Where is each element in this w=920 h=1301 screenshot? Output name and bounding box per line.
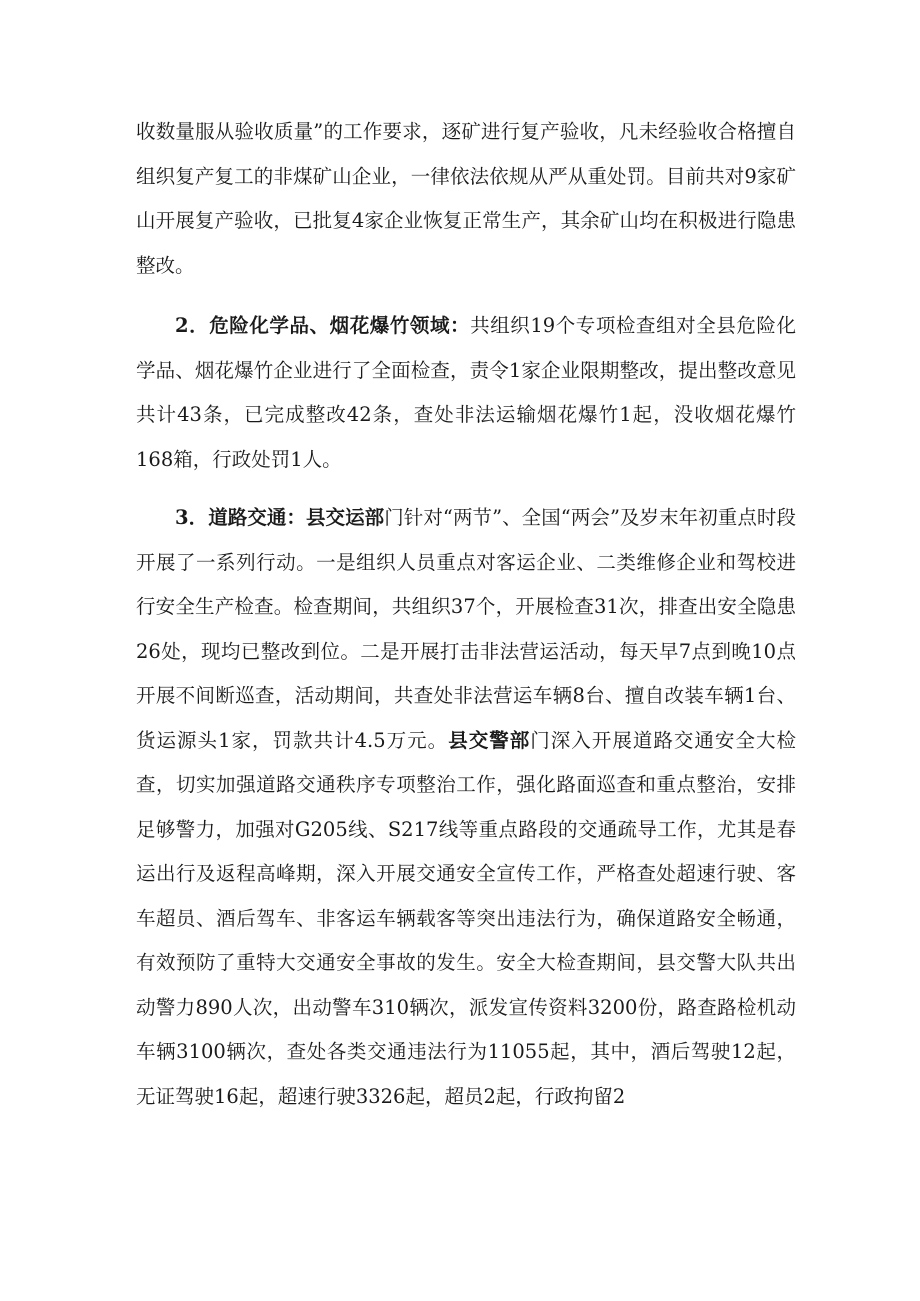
paragraph-mine-acceptance: [136, 110, 796, 288]
section-heading-road-traffic: 3．道路交通：: [175, 506, 306, 529]
section-heading-hazardous-chemicals: 2．危险化学品、烟花爆竹领域：: [175, 314, 471, 337]
document-body: [136, 110, 796, 1133]
paragraph-text: 共组织19个专项检查组对全县危险化学品、烟花爆竹企业进行了全面检查，责令1家企业限期整改，提出整改意见共计43条，已完成整改42条，查处非法运输烟花爆竹1起，没收烟花爆竹168箱，行政处罚1人。: [136, 314, 796, 471]
department-traffic-police-label: 县交警部: [448, 728, 531, 752]
paragraph-text: 门针对“两节”、全国“两会”及岁末年初重点时段开展了一系列行动。一是组织人员重点对客运企业、二类维修企业和驾校进行安全生产检查。检查期间，共组织37个，开展检查31次，排查出安全隐患26处，现均已整改到位。二是开展打击非法营运活动，每天早7点到晚10点开展不间断巡查，活动期间，共查处非法营运车辆8台、擅自改装车辆1台、货运源头1家，罚款共计4.5万元。: [136, 506, 796, 752]
paragraph-road-traffic: [136, 496, 796, 1119]
department-transport-label: 县交运部: [306, 506, 385, 529]
paragraph-text: 门深入开展道路交通安全大检查，切实加强道路交通秩序专项整治工作，强化路面巡查和重点整治，安排足够警力，加强对G205线、S217线等重点路段的交通疏导工作，尤其是春运出行及返程高峰期，深入开展交通安全宣传工作，严格查处超速行驶、客车超员、酒后驾车、非客运车辆载客等突出违法行为，确保道路安全畅通，有效预防了重特大交通安全事故的发生。安全大检查期间，县交警大队共出动警力890人次，出动警车310辆次，派发宣传资料3200份，路查路检机动车辆3100辆次，查处各类交通违法行为11055起，其中，酒后驾驶12起，无证驾驶16起，超速行驶3326起，超员2起，行政拘留2: [136, 728, 796, 1108]
paragraph-text: 收数量服从验收质量”的工作要求，逐矿进行复产验收，凡未经验收合格擅自组织复产复工的非煤矿山企业，一律依法依规从严从重处罚。目前共对9家矿山开展复产验收，已批复4家企业恢复正常生产，其余矿山均在积极进行隐患整改。: [136, 120, 796, 277]
paragraph-hazardous-chemicals: [136, 304, 796, 482]
